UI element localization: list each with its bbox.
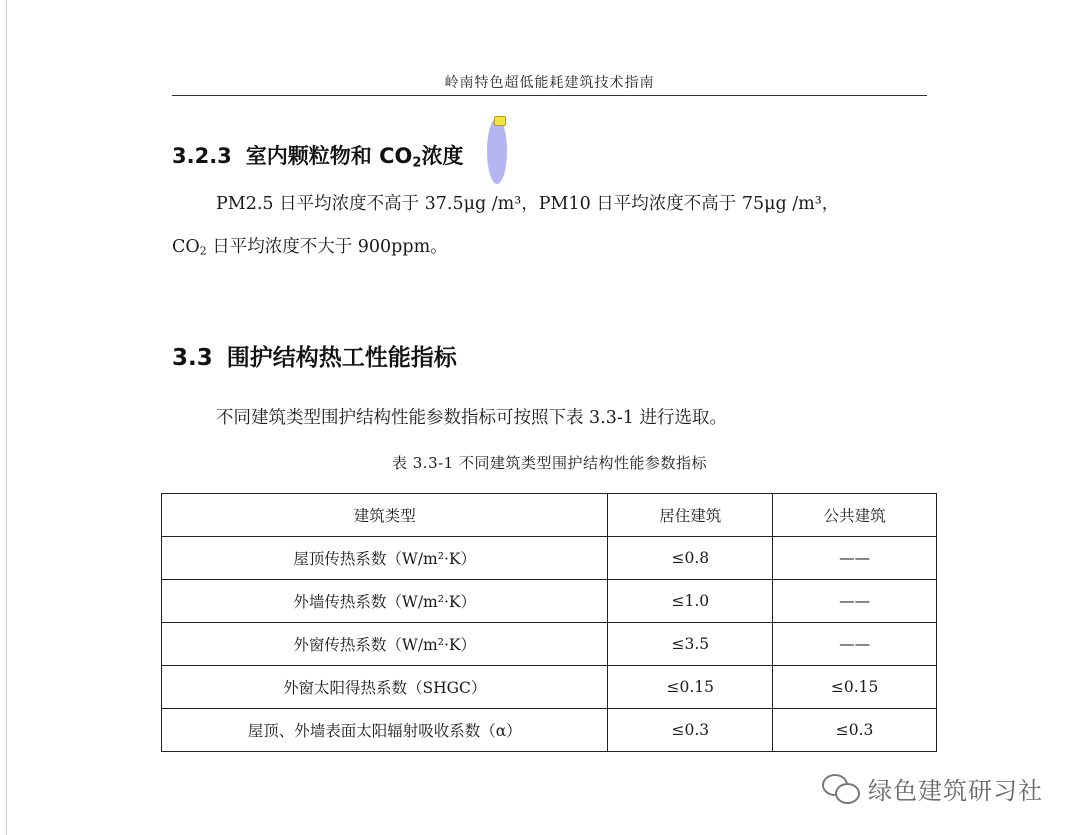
table-cell: 外窗太阳得热系数（SHGC）	[162, 666, 608, 709]
table-cell: ≤1.0	[608, 580, 773, 623]
comment-highlight[interactable]	[487, 118, 507, 184]
table-cell: ≤0.3	[773, 709, 937, 752]
section-number: 3.3	[172, 345, 213, 371]
table-cell: ——	[773, 580, 937, 623]
section-title-subscript: 2	[412, 155, 422, 171]
co2-text: CO	[172, 237, 200, 257]
watermark-text: 绿色建筑研习社	[868, 776, 1043, 805]
table-cell: 屋顶传热系数（W/m²·K）	[162, 537, 608, 580]
table-cell: 外窗传热系数（W/m²·K）	[162, 623, 608, 666]
table-cell: ≤0.15	[608, 666, 773, 709]
section-number: 3.2.3	[172, 144, 232, 168]
table-row	[162, 709, 937, 752]
section-heading-3-2-3	[172, 140, 463, 170]
header-public: 公共建筑	[773, 494, 937, 537]
header-residential: 居住建筑	[608, 494, 773, 537]
table-header-row	[162, 494, 937, 537]
paragraph-pm-limits	[172, 183, 932, 273]
document-page	[6, 0, 1080, 835]
co2-subscript: 2	[199, 244, 207, 258]
table-row	[162, 580, 937, 623]
table-cell: 外墙传热系数（W/m²·K）	[162, 580, 608, 623]
header-rule	[172, 95, 927, 96]
paragraph-intro: 不同建筑类型围护结构性能参数指标可按照下表 3.3-1 进行选取。	[216, 408, 728, 428]
table-cell: ——	[773, 537, 937, 580]
table-row	[162, 537, 937, 580]
section-title-suffix: 浓度	[421, 144, 464, 168]
table-cell: 屋顶、外墙表面太阳辐射吸收系数（α）	[162, 709, 608, 752]
table-cell: ≤3.5	[608, 623, 773, 666]
watermark	[822, 768, 1043, 808]
table-row	[162, 623, 937, 666]
table-cell: ≤0.3	[608, 709, 773, 752]
table-cell: ——	[773, 623, 937, 666]
section-title: 围护结构热工性能指标	[226, 345, 457, 371]
section-heading-3-3	[172, 339, 457, 372]
wechat-icon	[822, 772, 860, 804]
table-cell: ≤0.8	[608, 537, 773, 580]
comment-note-icon[interactable]	[494, 116, 506, 126]
running-header: 岭南特色超低能耗建筑技术指南	[444, 75, 655, 91]
table-caption: 表 3.3-1 不同建筑类型围护结构性能参数指标	[391, 454, 707, 472]
paragraph-line-2: 日平均浓度不大于 900ppm。	[206, 237, 448, 257]
bubble-small	[835, 783, 860, 804]
header-building-type: 建筑类型	[162, 494, 608, 537]
table-cell: ≤0.15	[773, 666, 937, 709]
performance-table	[161, 493, 937, 752]
paragraph-line-1: PM2.5 日平均浓度不高于 37.5μg /m³，PM10 日平均浓度不高于 75μg /m³，	[216, 194, 840, 214]
table-row	[162, 666, 937, 709]
section-title-prefix: 室内颗粒物和 CO	[245, 144, 413, 168]
